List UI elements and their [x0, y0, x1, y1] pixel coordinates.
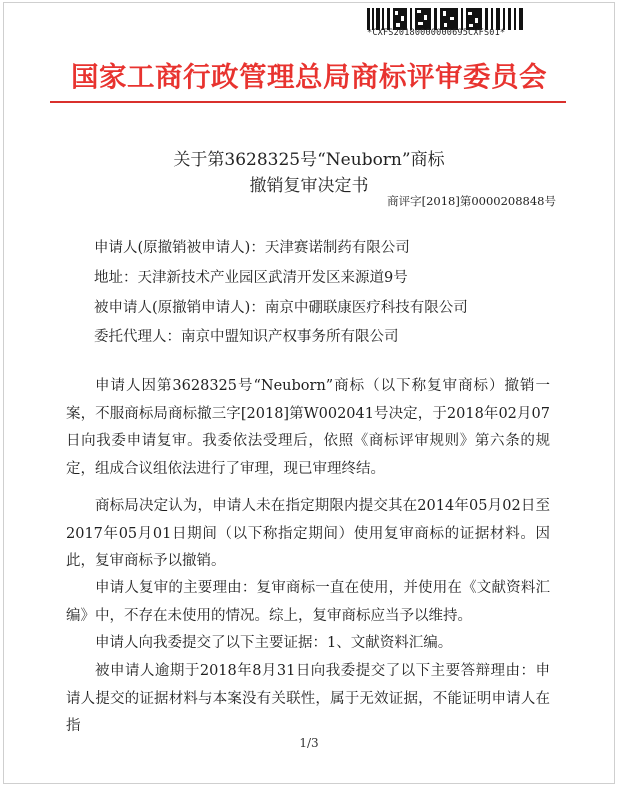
agent-line: 委托代理人：南京中盟知识产权事务所有限公司: [94, 329, 399, 345]
body-paragraph-1: 申请人因第3628325号“Neuborn”商标（以下称复审商标）撤销一案，不服商标局商标撤三字[2018]第W002041号决定，于2018年02月07日向我委申请复审。我委依法受理后，依照《商标评审规则》第六条的规定，组成合议组依法进行了审理，现已审理终结。: [66, 378, 550, 477]
agency-header: 国家工商行政管理总局商标评审委员会: [71, 61, 547, 93]
body-paragraph-5: 被申请人逾期于2018年8月31日向我委提交了以下主要答辩理由：申请人提交的证据材料与本案没有关联性，属于无效证据，不能证明申请人在指: [66, 663, 550, 734]
respondent-line: 被申请人(原撤销申请人)：南京中硼联康医疗科技有限公司: [94, 300, 468, 316]
document-title: 关于第3628325号“Neuborn”商标: [173, 150, 445, 170]
page-number: 1/3: [299, 736, 319, 750]
applicant-line: 申请人(原撤销被申请人)：天津赛诺制药有限公司: [94, 240, 410, 256]
body-paragraph-2: 商标局决定认为，申请人未在指定期限内提交其在2014年05月02日至2017年05月01日期间（以下称指定期间）使用复审商标的证据材料。因此，复审商标予以撤销。: [66, 498, 550, 569]
body-paragraph-4: 申请人向我委提交了以下主要证据：1、文献资料汇编。: [95, 635, 453, 651]
barcode-text: *CXFS20180000000695CXFS01*: [367, 28, 506, 38]
address-line: 地址：天津新技术产业园区武清开发区来源道9号: [94, 270, 408, 286]
decision-number: 商评字[2018]第0000208848号: [387, 194, 556, 208]
document-subtitle: 撤销复审决定书: [249, 176, 369, 196]
header-divider: [50, 101, 566, 103]
barcode-image: [367, 8, 523, 30]
body-paragraph-3: 申请人复审的主要理由：复审商标一直在使用，并使用在《文献资料汇编》中，不存在未使用的情况。综上，复审商标应当予以维持。: [66, 580, 550, 624]
